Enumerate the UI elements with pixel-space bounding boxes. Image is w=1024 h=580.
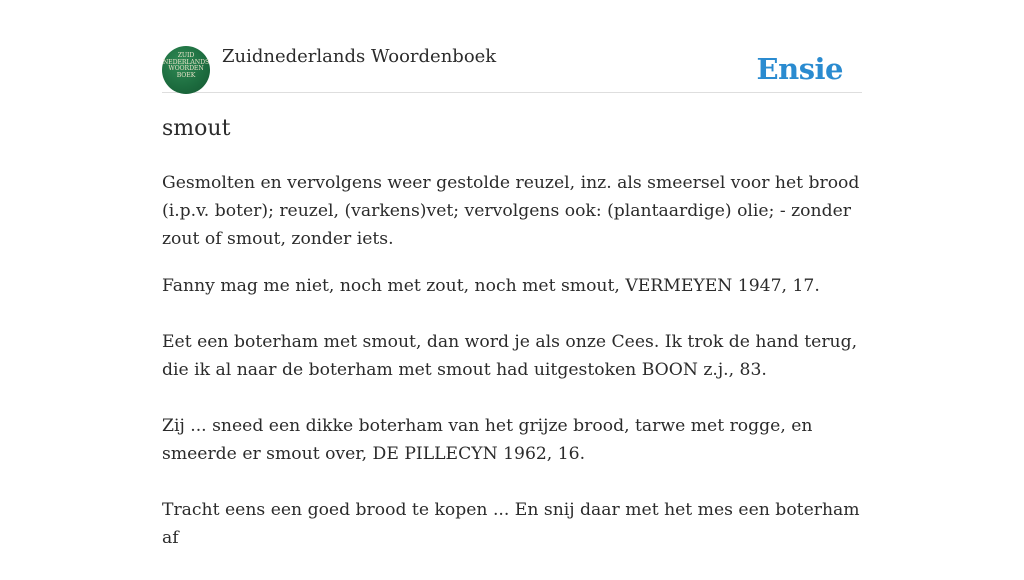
logo-line: ZUID bbox=[177, 52, 195, 59]
logo-text bbox=[162, 53, 210, 79]
logo-line: NEDERLANDS bbox=[162, 58, 210, 66]
example-quote: Tracht eens een goed brood te kopen ... En snij daar met het mes een boterham af bbox=[162, 500, 860, 548]
logo-line: BOEK bbox=[176, 71, 196, 79]
example-quote: Eet een boterham met smout, dan word je als onze Cees. Ik trok de hand terug, die ik al naar de boterham met smout had uitgestoken BOON z.j., 83. bbox=[162, 332, 858, 380]
entry-term: smout bbox=[162, 116, 231, 141]
dictionary-logo[interactable] bbox=[162, 46, 210, 94]
example-quote: Fanny mag me niet, noch met zout, noch met smout, VERMEYEN 1947, 17. bbox=[162, 276, 820, 296]
entry-content bbox=[162, 169, 862, 580]
logo-line: WOORDEN bbox=[168, 65, 204, 73]
ensie-brand-logo[interactable]: Ensie bbox=[756, 52, 843, 86]
example-quote: Zij ... sneed een dikke boterham van het grijze brood, tarwe met rogge, en smeerde er smout over, DE PILLECYN 1962, 16. bbox=[162, 416, 813, 464]
entry-definition: Gesmolten en vervolgens weer gestolde reuzel, inz. als smeersel voor het brood (i.p.v. boter); reuzel, (varkens)vet; vervolgens ook: (plantaardige) olie; - zonder zout of smout, zonder iets. bbox=[162, 173, 860, 249]
dictionary-name[interactable]: Zuidnederlands Woordenboek bbox=[222, 46, 497, 67]
site-header bbox=[162, 46, 862, 93]
